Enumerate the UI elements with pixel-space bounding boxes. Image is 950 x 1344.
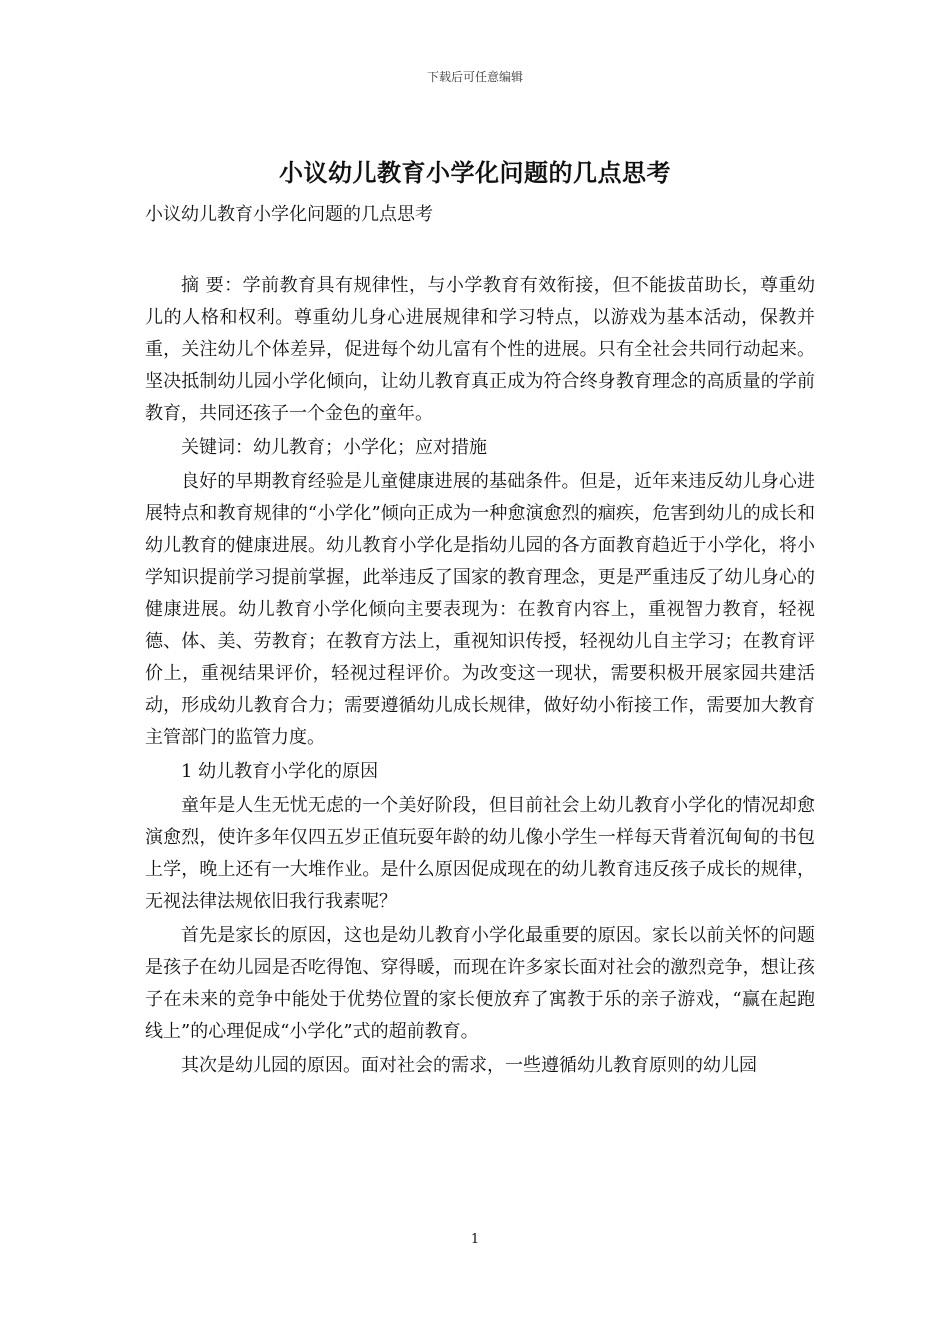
section-paragraph: 首先是家长的原因，这也是幼儿教育小学化最重要的原因。家长以前关怀的问题是孩子在幼儿园是否吃得饱、穿得暖，而现在许多家长面对社会的激烈竞争，想让孩子在未来的竞争中能处于优势位置的家长便放弃了寓教于乐的亲子游戏，“赢在起跑线上”的心理促成“小学化”式的超前教育。	[145, 925, 815, 1042]
abstract-paragraph: 摘 要：学前教育具有规律性，与小学教育有效衔接，但不能拔苗助长，尊重幼儿的人格和权利。尊重幼儿身心进展规律和学习特点，以游戏为基本活动，保教并重，关注幼儿个体差异，促进每个幼儿富有个性的进展。只有全社会共同行动起来。坚决抵制幼儿园小学化倾向，让幼儿教育真正成为符合终身教育理念的高质量的学前教育，共同还孩子一个金色的童年。	[145, 275, 815, 424]
section-paragraph: 其次是幼儿园的原因。面对社会的需求，一些遵循幼儿教育原则的幼儿园	[181, 1055, 757, 1076]
keywords-paragraph: 关键词：幼儿教育；小学化；应对措施	[181, 437, 487, 458]
document-title: 小议幼儿教育小学化问题的几点思考	[279, 159, 671, 187]
page-number: 1	[470, 1232, 480, 1247]
intro-paragraph: 良好的早期教育经验是儿童健康进展的基础条件。但是，近年来违反幼儿身心进展特点和教育规律的“小学化”倾向正成为一种愈演愈烈的痼疾，危害到幼儿的成长和幼儿教育的健康进展。幼儿教育小学化是指幼儿园的各方面教育趋近于小学化，将小学知识提前学习提前掌握，此举违反了国家的教育理念，更是严重违反了幼儿身心的健康进展。幼儿教育小学化倾向主要表现为：在教育内容上，重视智力教育，轻视德、体、美、劳教育；在教育方法上，重视知识传授，轻视幼儿自主学习；在教育评价上，重视结果评价，轻视过程评价。为改变这一现状，需要积极开展家园共建活动，形成幼儿教育合力；需要遵循幼儿成长规律，做好幼小衔接工作，需要加大教育主管部门的监管力度。	[145, 471, 815, 748]
document-subtitle: 小议幼儿教育小学化问题的几点思考	[145, 204, 433, 225]
document-body	[145, 270, 815, 1084]
page-header-note: 下载后可任意编辑	[426, 70, 523, 84]
section-paragraph: 童年是人生无忧无虑的一个美好阶段，但目前社会上幼儿教育小学化的情况却愈演愈烈，使许多年仅四五岁正值玩耍年龄的幼儿像小学生一样每天背着沉甸甸的书包上学，晚上还有一大堆作业。是什么原因促成现在的幼儿教育违反孩子成长的规律，无视法律法规依旧我行我素呢？	[145, 795, 815, 912]
section-heading: 1 幼儿教育小学化的原因	[181, 761, 379, 782]
